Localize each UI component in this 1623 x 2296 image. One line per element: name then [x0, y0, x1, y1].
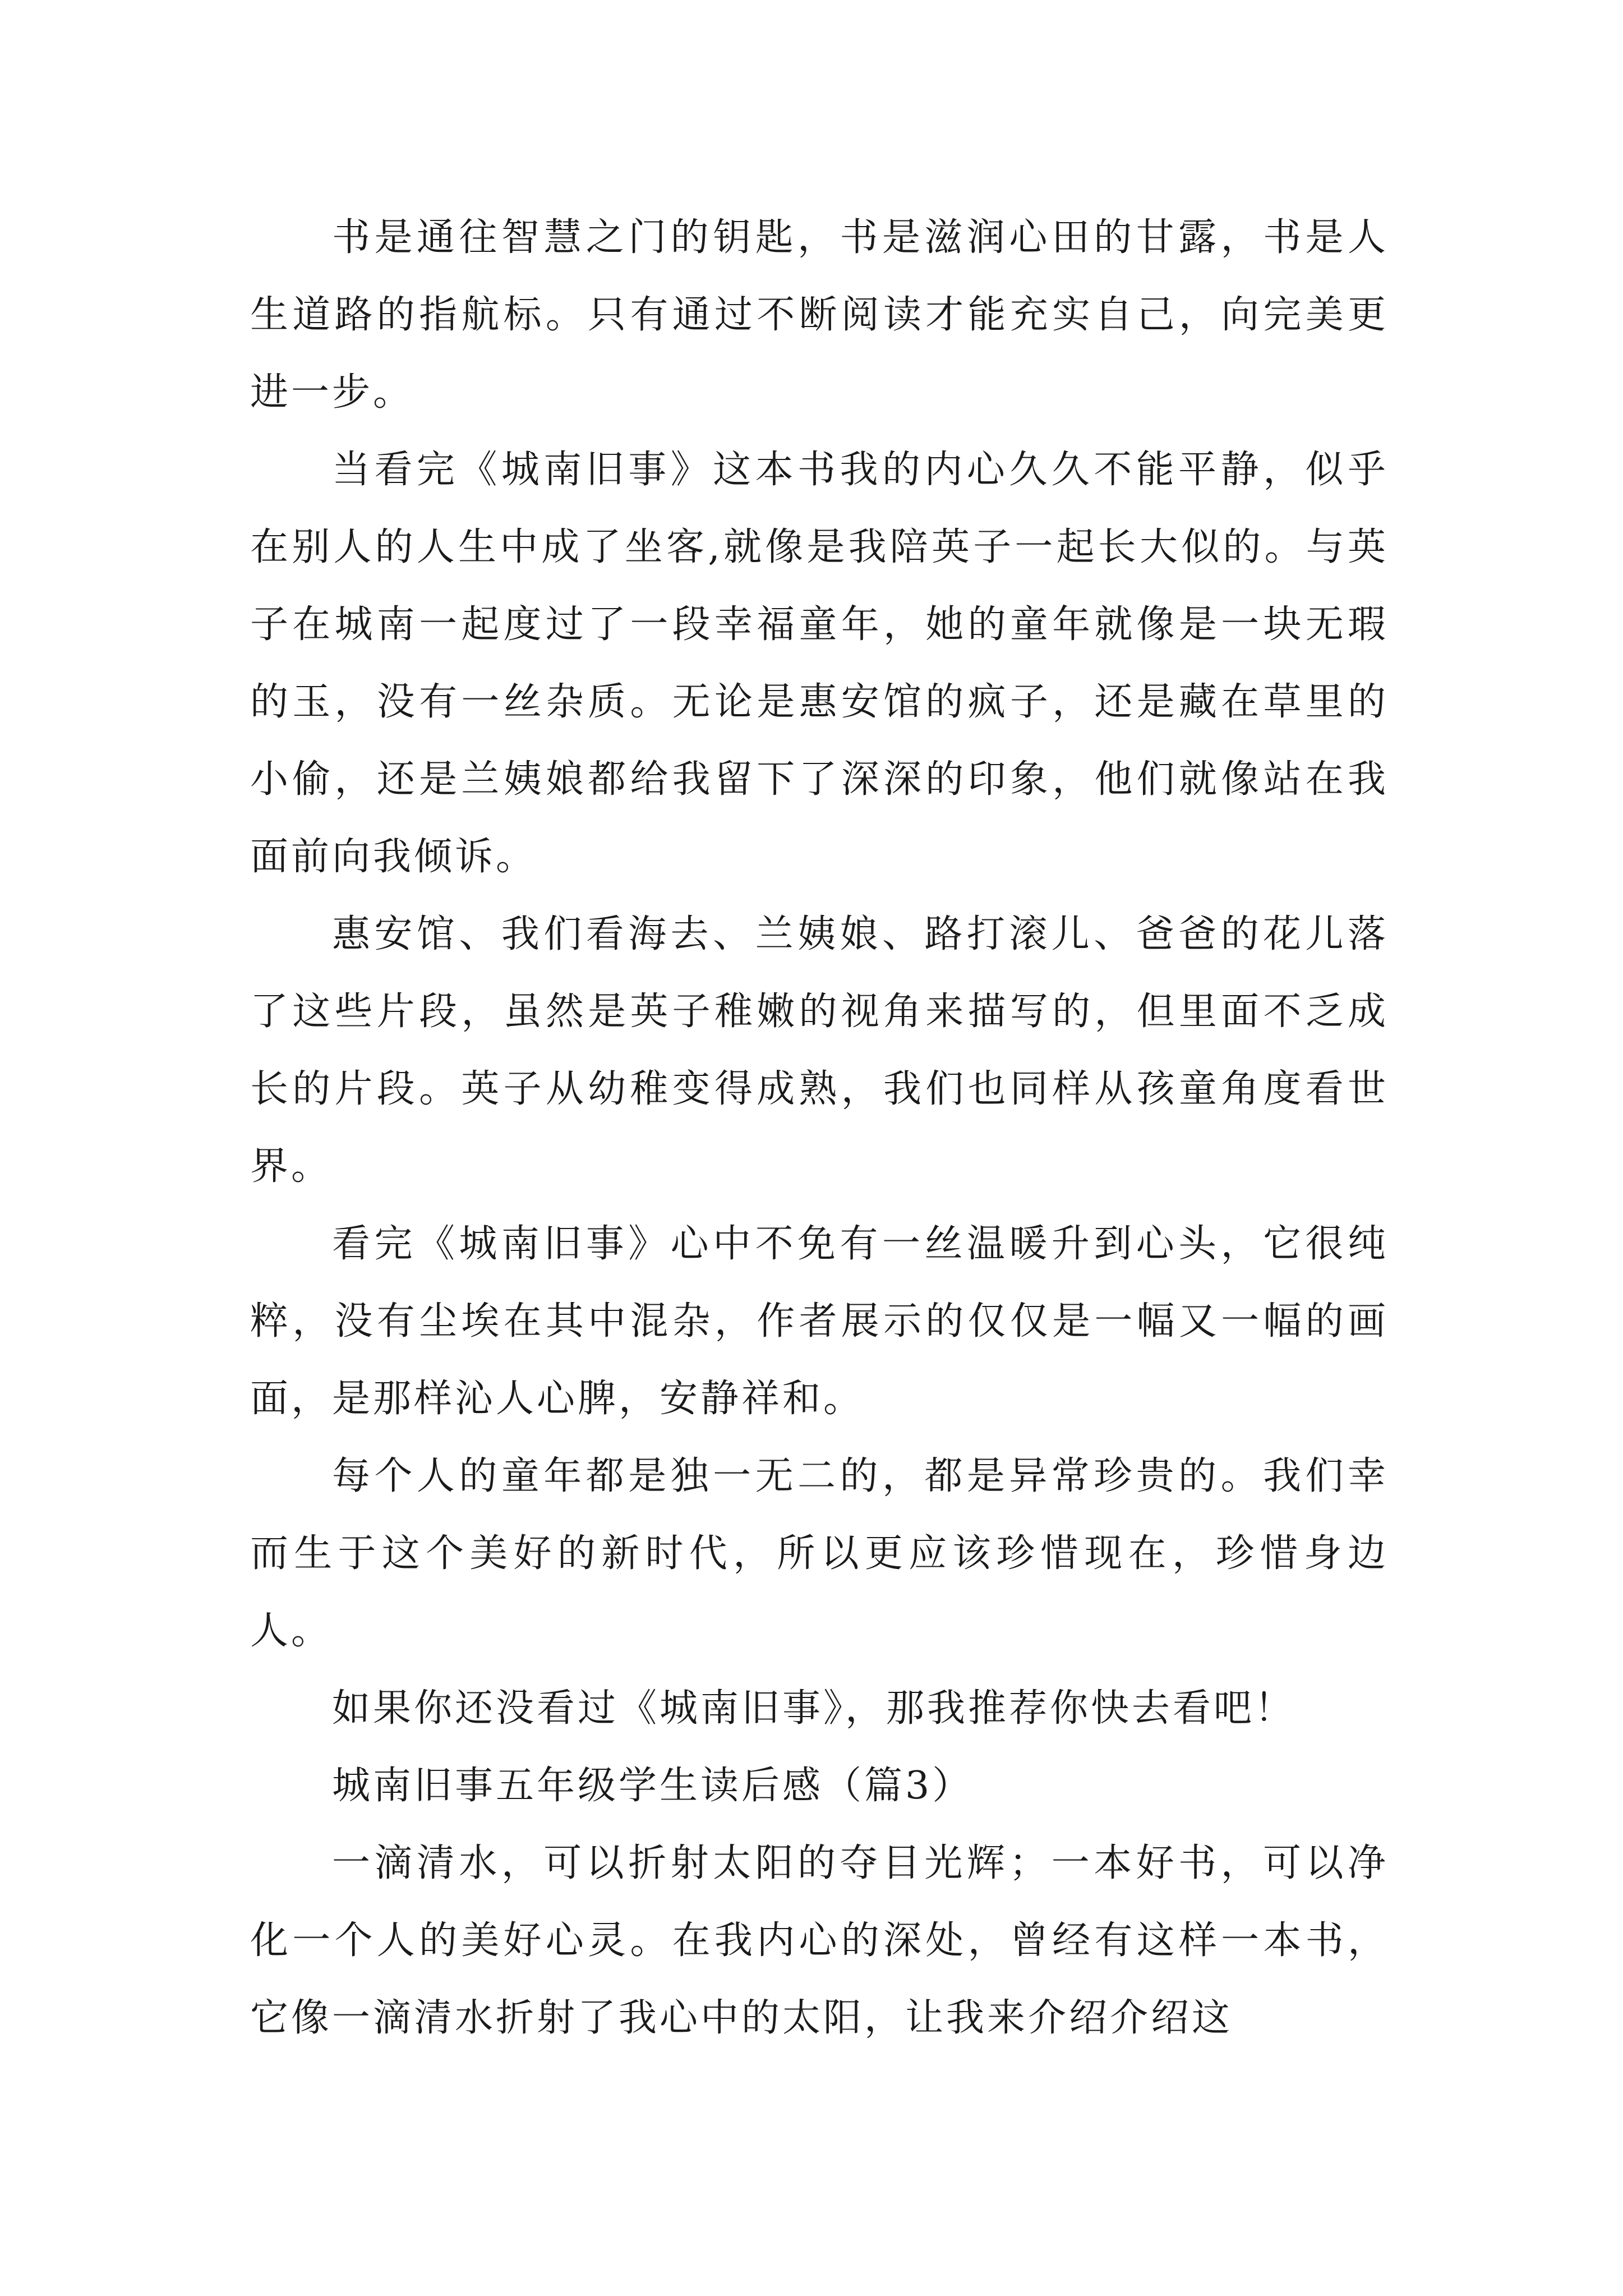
paragraph-6: 如果你还没看过《城南旧事》，那我推荐你快去看吧！: [332, 1686, 1296, 1731]
paragraph-7: 一滴清水，可以折射太阳的夺目光辉；一本好书，可以净化一个人的美好心灵。在我内心的深处，曾经有这样一本书，它像一滴清水折射了我心中的太阳，让我来介绍介绍这: [250, 1841, 1389, 2040]
paragraph-3: 惠安馆、我们看海去、兰姨娘、路打滚儿、爸爸的花儿落了这些片段，虽然是英子稚嫩的视角来描写的，但里面不乏成长的片段。英子从幼稚变得成熟，我们也同样从孩童角度看世界。: [250, 912, 1389, 1189]
body-text: [250, 199, 1389, 2057]
paragraph-2: 当看完《城南旧事》这本书我的内心久久不能平静，似乎在别人的人生中成了坐客,就像是我陪英子一起长大似的。与英子在城南一起度过了一段幸福童年，她的童年就像是一块无瑕的玉，没有一丝杂质。无论是惠安馆的疯子，还是藏在草里的小偷，还是兰姨娘都给我留下了深深的印象，他们就像站在我面前向我倾诉。: [250, 448, 1389, 879]
paragraph-1: 书是通往智慧之门的钥匙，书是滋润心田的甘露，书是人生道路的指航标。只有通过不断阅读才能充实自己，向完美更进一步。: [250, 215, 1389, 415]
section-heading: 城南旧事五年级学生读后感（篇3）: [332, 1764, 974, 1808]
paragraph-4: 看完《城南旧事》心中不免有一丝温暖升到心头，它很纯粹，没有尘埃在其中混杂，作者展示的仅仅是一幅又一幅的画面，是那样沁人心脾，安静祥和。: [250, 1222, 1389, 1421]
paragraph-5: 每个人的童年都是独一无二的，都是异常珍贵的。我们幸而生于这个美好的新时代，所以更应该珍惜现在，珍惜身边人。: [250, 1454, 1389, 1653]
